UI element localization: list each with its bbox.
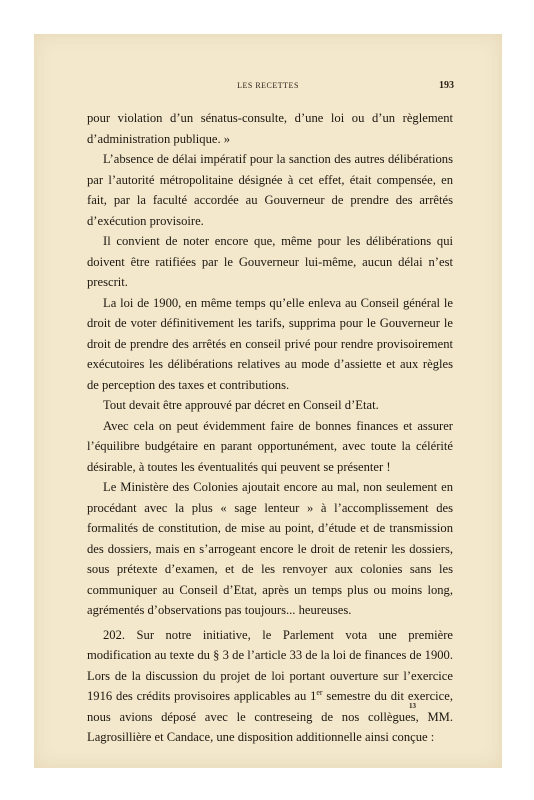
paragraph: Le Ministère des Colonies ajoutait encore au mal, non seulement en procédant avec la plus « sage lenteur » à l’accomplissement des formalités de constitution, de mise au point, d’étude et de transmission des dossiers, mais en s’arrogeant encore le droit de retenir les dossiers, sous prétexte d’examen, et de les renvoyer aux colonies sans les communiquer au Conseil d’Etat, après un temps plus ou moins long, agrémentés d’observations pas toujours... heureuses. bbox=[87, 480, 453, 617]
section-202-text-continued: semestre du dit exercice, nous avions déposé avec le contreseing de nos collègues, MM. Lagrosillière et Candace, une disposition additionnelle ainsi conçue : bbox=[87, 689, 453, 744]
paragraph: Avec cela on peut évidemment faire de bonnes finances et assurer l’équilibre budgétaire en parant opportunément, avec toute la célérité désirable, à toutes les éventualités qui peuvent se présenter ! bbox=[87, 418, 453, 474]
signature-mark: 13 bbox=[409, 702, 416, 710]
body-text bbox=[87, 108, 453, 748]
running-header bbox=[34, 81, 502, 95]
paragraph: L’absence de délai impératif pour la sanction des autres délibérations par l’autorité métropolitaine désignée à cet effet, était compensée, en fait, par la faculté accordée au Gouverneur de prendre des arrêtés d’exécution provisoire. bbox=[87, 152, 453, 228]
section-202-text: 202. Sur notre initiative, le Parlement vota une première modification au texte du § 3 de l’article 33 de la loi de finances de 1900. Lors de la discussion du projet de loi portant ouverture sur l’exercice 1916 des crédits provisoires applicables au 1 bbox=[87, 627, 453, 703]
section-202-paragraph bbox=[87, 625, 453, 748]
running-title: LES RECETTES bbox=[237, 81, 299, 90]
paragraph: Il convient de noter encore que, même pour les délibérations qui doivent être ratifiées par le Gouverneur lui-même, aucun délai n’est prescrit. bbox=[87, 234, 453, 289]
ordinal-superscript: er bbox=[316, 687, 323, 697]
paragraph: La loi de 1900, en même temps qu’elle enleva au Conseil général le droit de voter définitivement les tarifs, supprima pour le Gouverneur le droit de prendre des arrêtés en conseil privé pour rendre provisoirement exécutoires les délibérations relatives au mode d’assiette et aux règles de perception des taxes et contributions. bbox=[87, 295, 453, 392]
page-number: 193 bbox=[439, 80, 454, 91]
book-page bbox=[34, 34, 502, 768]
paragraph: Tout devait être approuvé par décret en Conseil d’Etat. bbox=[103, 398, 379, 412]
paragraph: pour violation d’un sénatus-consulte, d’une loi ou d’un règlement d’administration publique. » bbox=[87, 111, 453, 146]
